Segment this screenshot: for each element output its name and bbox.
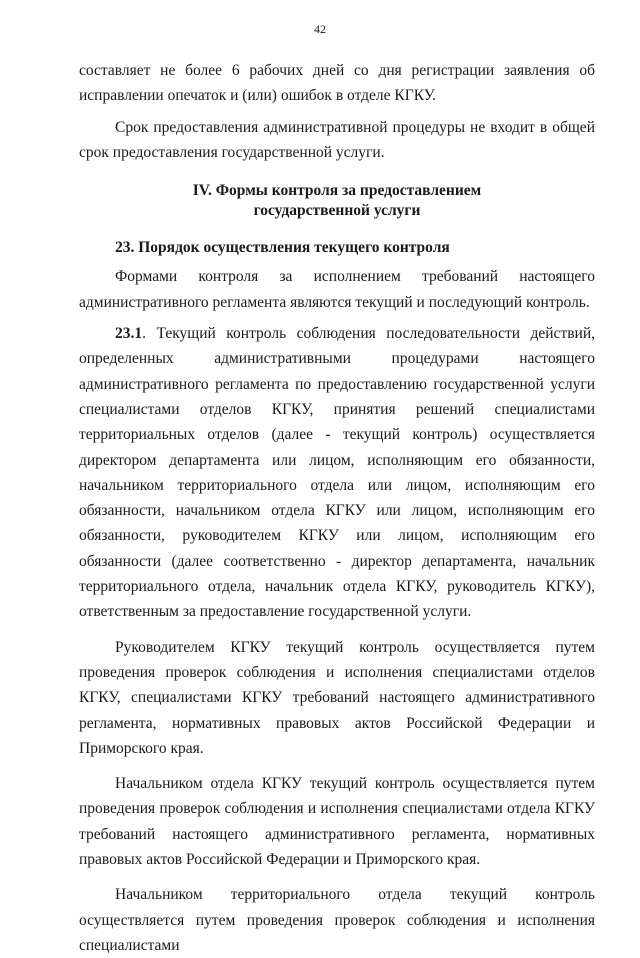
section-heading-line2: государственной услуги bbox=[253, 202, 421, 220]
paragraph-continuation: составляет не более 6 рабочих дней со дня регистрации заявления об исправлении опечаток и (или) ошибок в отделе КГКУ. bbox=[79, 62, 595, 105]
section-heading bbox=[79, 181, 595, 221]
paragraph-territorial-head-control: Начальником территориального отдела текущий контроль осуществляется путем проведения проверок соблюдения и исполнения специалистами bbox=[79, 886, 595, 954]
document-body bbox=[79, 58, 595, 958]
subsection-heading: 23. Порядок осуществления текущего контроля bbox=[115, 239, 450, 257]
paragraph-current-control bbox=[79, 321, 595, 625]
clause-text: . Текущий контроль соблюдения последовательности действий, определенных административными процедурами настоящего административного регламента по предоставлению государственной услуги специалистами отделов КГКУ, принятия решений специалистами территориальных отделов (далее - текущий контроль) осуществляется директором департамента или лицом, исполняющим его обязанности, начальником территориального отдела или лицом, исполняющим его обязанности, начальником отдела КГКУ или лицом, исполняющим его обязанности, руководителем КГКУ или лицом, исполняющим его обязанности (далее соответственно - директор департамента, начальник территориального отдела, начальник отдела КГКУ, руководитель КГКУ), ответственным за предоставление государственной услуги. bbox=[79, 325, 595, 621]
clause-number: 23.1 bbox=[115, 325, 143, 343]
page-number: 42 bbox=[314, 22, 326, 36]
paragraph-procedure-term: Срок предоставления административной процедуры не входит в общей срок предоставления государственной услуги. bbox=[79, 118, 595, 161]
paragraph-control-forms: Формами контроля за исполнением требований настоящего административного регламента являются текущий и последующий контроль. bbox=[79, 268, 595, 311]
paragraph-department-head-control: Начальником отдела КГКУ текущий контроль осуществляется путем проведения проверок соблюдения и исполнения специалистами отдела КГКУ требований настоящего административного регламента, нормативных правовых актов Российской Федерации и Приморского края. bbox=[79, 775, 595, 869]
section-heading-line1: IV. Формы контроля за предоставлением bbox=[192, 182, 482, 200]
paragraph-head-control: Руководителем КГКУ текущий контроль осуществляется путем проведения проверок соблюдения и исполнения специалистами отделов КГКУ, специалистами КГКУ требований настоящего административного регламента, нормативных правовых актов Российской Федерации и Приморского края. bbox=[79, 638, 595, 757]
